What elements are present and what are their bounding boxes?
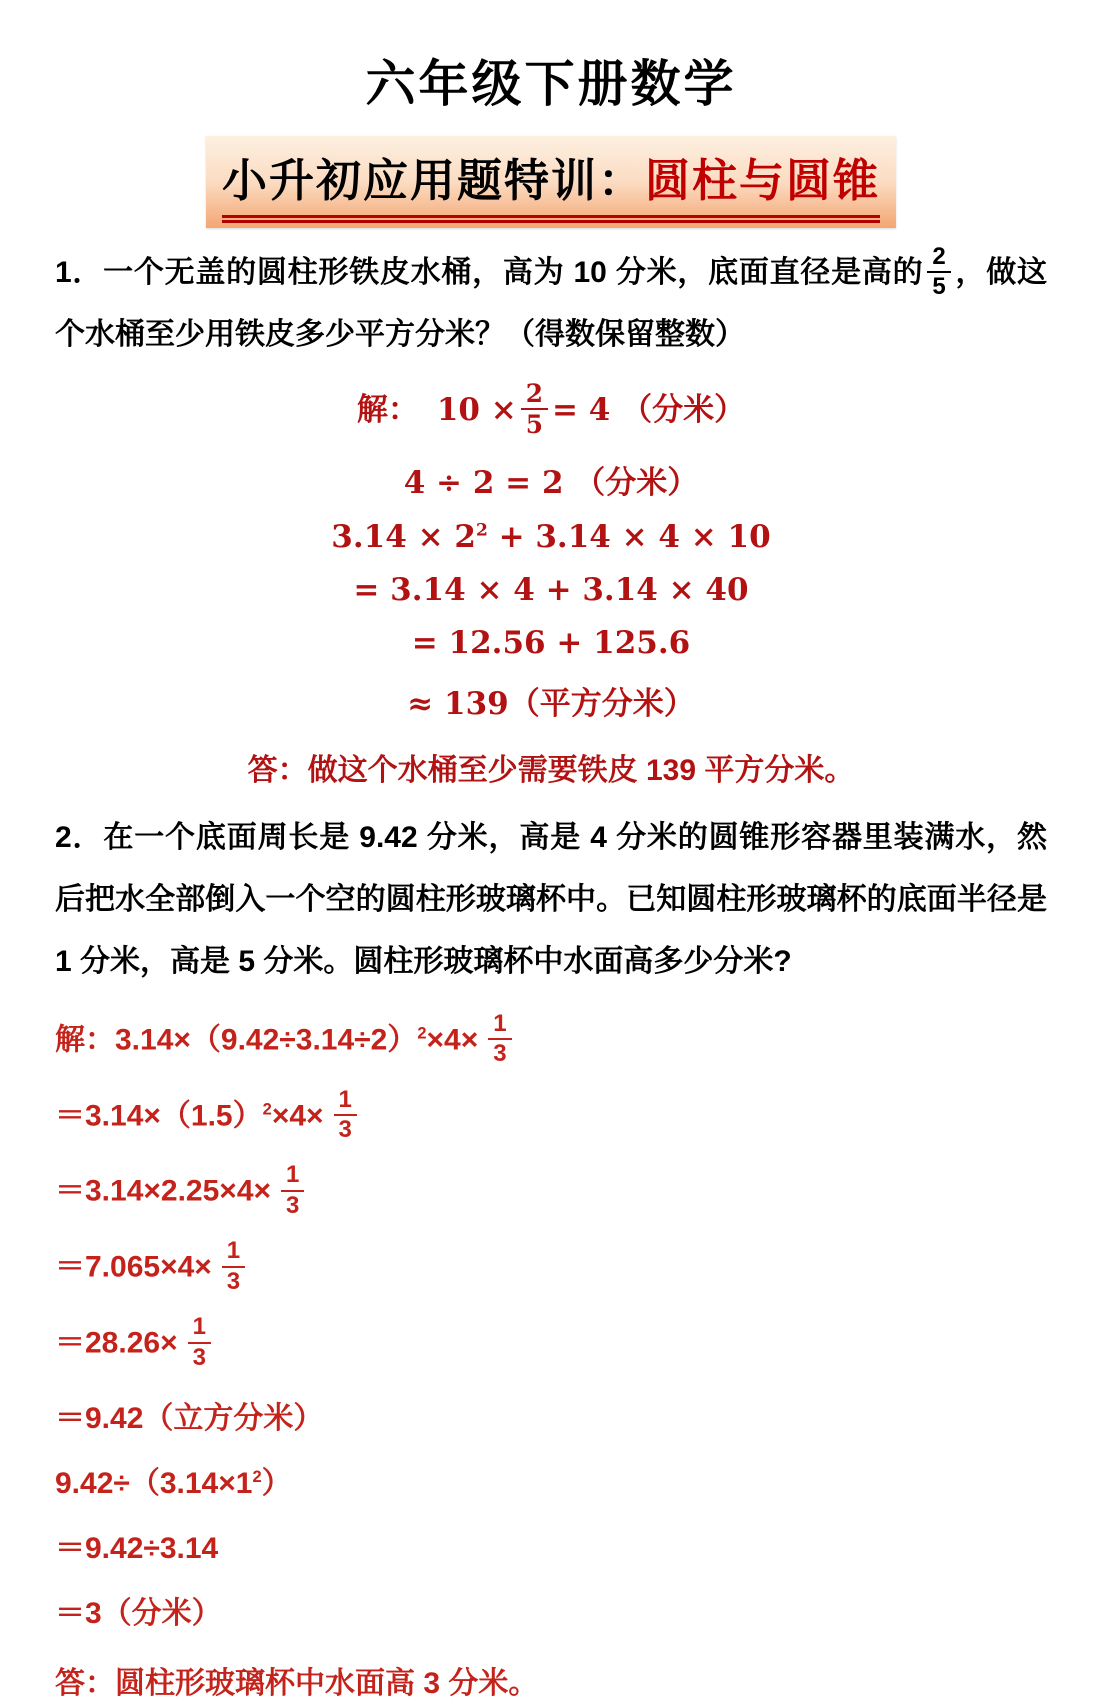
exponent: 2 <box>475 520 488 541</box>
math-segment: ＝3.14×（1.5） <box>55 1098 263 1132</box>
solution-line <box>55 1161 1047 1220</box>
math-segment: ×4× <box>271 1098 324 1132</box>
math-segment: ） <box>261 1467 292 1501</box>
math-segment: 9.42÷（3.14×1 <box>55 1467 253 1501</box>
solution-line <box>55 1085 1047 1145</box>
solution-label: 解： <box>356 391 419 427</box>
solution-1-block <box>55 379 1047 723</box>
solution-line <box>55 519 1047 555</box>
fraction-numerator: 2 <box>521 381 548 410</box>
solution-line: ＝9.42÷3.14 <box>55 1532 219 1566</box>
solution-line <box>55 1237 1047 1296</box>
subtitle-underlined-text <box>222 144 880 223</box>
problem-1-text-after-fraction: ，做这个水桶至少用铁皮多少平方分米？（得数保留整数） <box>55 256 1047 351</box>
fraction-denominator: 3 <box>192 1343 206 1371</box>
solution-2-block <box>55 1009 1047 1633</box>
problem-2-statement <box>55 807 1056 993</box>
math-segment: 3.14 × 2 <box>331 518 476 555</box>
fraction-denominator: 3 <box>286 1191 300 1219</box>
exponent: 2 <box>417 1023 427 1042</box>
fraction-denominator: 3 <box>493 1040 507 1068</box>
exponent: 2 <box>252 1468 262 1487</box>
math-segment: ×4× <box>426 1022 479 1056</box>
solution-line: = 12.56 + 125.6 <box>411 624 691 661</box>
problem-2-answer: 答：圆柱形玻璃杯中水面高 3 分米。 <box>55 1667 539 1701</box>
fraction-numerator: 1 <box>334 1088 357 1116</box>
fraction-two-fifths <box>521 381 548 438</box>
solution-line <box>55 1458 1047 1502</box>
solution-line: ＝9.42（立方分米） <box>55 1402 324 1436</box>
fraction-denominator: 5 <box>932 273 946 301</box>
solution-line <box>55 1313 1047 1372</box>
math-segment: ＝7.065×4× <box>55 1250 212 1284</box>
math-segment: ＝3.14×2.25×4× <box>55 1174 272 1208</box>
fraction-denominator: 5 <box>525 410 544 440</box>
fraction-numerator: 1 <box>188 1315 211 1343</box>
math-segment: = 4 （分米） <box>552 391 746 428</box>
problem-1-text-before-fraction: 1．一个无盖的圆柱形铁皮水桶，高为 10 分米，底面直径是高的 <box>55 256 924 289</box>
fraction-one-third <box>188 1315 211 1370</box>
fraction-one-third <box>222 1239 245 1294</box>
problem-2-text: 2．在一个底面周长是 9.42 分米，高是 4 分米的圆锥形容器里装满水，然后把水全部倒入一个空的圆柱形玻璃杯中。已知圆柱形玻璃杯的底面半径是 1 分米，高是 5 分米。圆柱形玻璃杯中水面高多少分米? <box>55 820 1056 978</box>
fraction-two-fifths <box>927 242 950 301</box>
subtitle-prefix: 小升初应用题特训： <box>221 155 645 206</box>
fraction-numerator: 1 <box>488 1012 511 1040</box>
solution-line: ≈ 139（平方分米） <box>407 685 695 722</box>
fraction-numerator: 2 <box>927 245 950 273</box>
fraction-denominator: 3 <box>338 1115 352 1143</box>
problem-1-statement <box>55 242 1047 366</box>
math-segment: + 3.14 × 4 × 10 <box>487 518 771 555</box>
page-title: 六年级下册数学 <box>365 56 737 112</box>
math-segment: 10 × <box>436 391 517 428</box>
subtitle-highlight-box <box>206 136 896 228</box>
math-segment: 解：3.14×（9.42÷3.14÷2） <box>55 1022 418 1056</box>
solution-line <box>55 1009 1047 1069</box>
fraction-numerator: 1 <box>281 1163 304 1191</box>
subtitle-topic: 圆柱与圆锥 <box>645 155 881 206</box>
fraction-numerator: 1 <box>222 1239 245 1267</box>
solution-line: = 3.14 × 4 + 3.14 × 40 <box>353 571 749 608</box>
math-segment: ＝28.26× <box>55 1326 178 1360</box>
solution-line: 4 ÷ 2 = 2 （分米） <box>403 464 699 501</box>
problem-1-answer: 答：做这个水桶至少需要铁皮 139 平方分米。 <box>247 753 855 787</box>
fraction-denominator: 3 <box>226 1267 241 1295</box>
subtitle-banner <box>55 136 1047 228</box>
solution-line: ＝3（分米） <box>55 1597 222 1631</box>
solution-line <box>55 379 1047 440</box>
exponent: 2 <box>262 1099 272 1118</box>
fraction-one-third <box>281 1163 304 1218</box>
fraction-one-third <box>488 1009 511 1068</box>
fraction-one-third <box>334 1085 357 1143</box>
